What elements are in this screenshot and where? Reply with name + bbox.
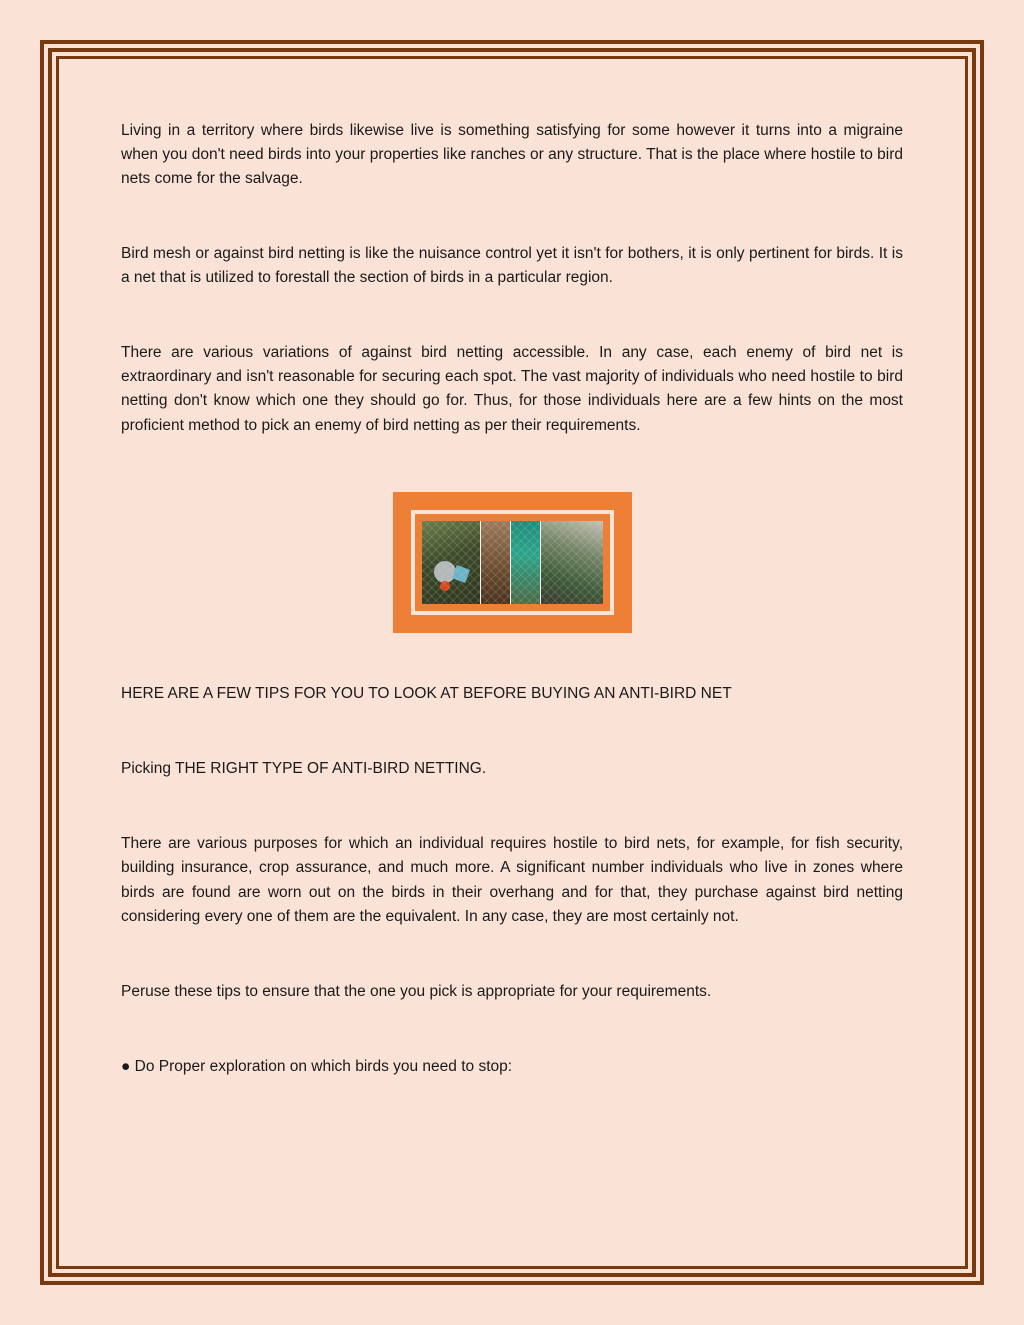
photo-net-mesh	[422, 521, 603, 604]
photo-divider	[540, 521, 541, 604]
peruse-paragraph: Peruse these tips to ensure that the one you pick is appropriate for your requirements.	[121, 983, 712, 1001]
netting-photo-figure	[393, 492, 632, 633]
bird-mesh-paragraph: Bird mesh or against bird netting is like the nuisance control yet it isn't for bothers, it is only pertinent for birds. It is a net that is utilized to forestall the section of birds in a particular region.	[121, 244, 903, 286]
tips-heading: HERE ARE A FEW TIPS FOR YOU TO LOOK AT BEFORE BUYING AN ANTI-BIRD NET	[121, 684, 732, 702]
photo-divider	[510, 521, 511, 604]
intro-paragraph: Living in a territory where birds likewise live is something satisfying for some however it turns into a migraine when you don't need birds into your properties like ranches or any structure. That is the place where hostile to bird nets come for the salvage.	[121, 122, 903, 188]
variations-paragraph: There are various variations of against bird netting accessible. In any case, each enemy of bird net is extraordinary and isn't reasonable for securing each spot. The vast majority of individuals who need hostile to bird netting don't know which one they should go for. Thus, for those individuals here are a few hints on the most proficient method to pick an enemy of bird netting as per their requirements.	[121, 344, 903, 434]
purposes-paragraph: There are various purposes for which an individual requires hostile to bird nets, for example, for fish security, building insurance, crop assurance, and much more. A significant number individuals who live in zones where birds are found are worn out on the birds in their overhang and for that, they purchase against bird netting considering every one of them are the equivalent. In any case, they are most certainly not.	[121, 835, 903, 925]
netting-photo	[422, 521, 603, 604]
bullet-item: ● Do Proper exploration on which birds you need to stop:	[121, 1058, 513, 1076]
tips-subheading: Picking THE RIGHT TYPE OF ANTI-BIRD NETTING.	[121, 760, 487, 778]
photo-divider	[480, 521, 481, 604]
